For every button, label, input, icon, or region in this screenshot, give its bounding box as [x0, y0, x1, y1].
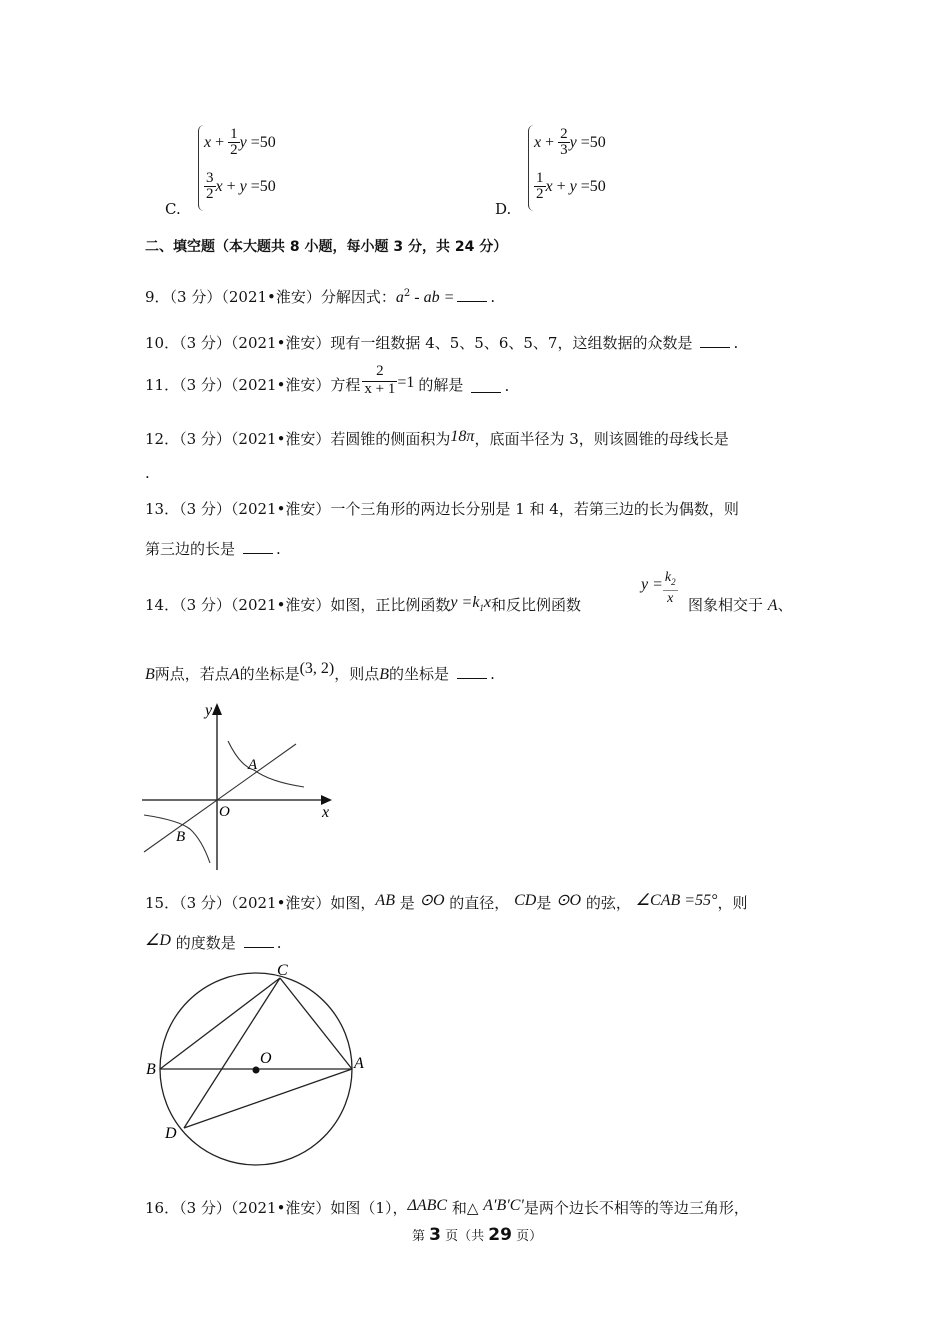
- var: y: [569, 133, 577, 151]
- question-13: 13．（3 分）（2021•淮安）一个三角形的两边长分别是 1 和 4，若第三边的长为偶数，则: [145, 500, 739, 518]
- fraction: [558, 127, 570, 158]
- numerator-k: k: [664, 570, 672, 585]
- question-text: 是: [536, 894, 552, 912]
- question-text: 是两个边长不相等的等边三角形，: [523, 1199, 749, 1217]
- subscript: 2: [671, 576, 676, 587]
- question-14: [145, 594, 581, 615]
- math: AB: [375, 892, 395, 909]
- question-text: 的弦，: [585, 894, 631, 912]
- numerator: 2: [560, 126, 568, 142]
- op: +: [226, 177, 236, 195]
- segment-da: [184, 1069, 352, 1128]
- label-c: C: [277, 962, 288, 979]
- label-a: A: [248, 757, 258, 773]
- question-11: [145, 364, 509, 397]
- period: .: [490, 288, 496, 306]
- var: y: [239, 133, 247, 151]
- math: 18π: [450, 428, 475, 445]
- period: .: [733, 334, 739, 352]
- label-b: B: [146, 1061, 156, 1078]
- question-text: 和△: [451, 1199, 479, 1217]
- answer-blank[interactable]: [457, 289, 487, 302]
- option-c-label: C.: [165, 200, 181, 218]
- var: y: [239, 177, 247, 195]
- numerator: [663, 570, 678, 591]
- question-15: [145, 890, 747, 913]
- figure-14-graph: [140, 698, 340, 878]
- total-pages: 29: [488, 1225, 512, 1245]
- fraction: [534, 171, 546, 202]
- label-d: D: [165, 1125, 177, 1142]
- option-d-label: D.: [495, 200, 512, 218]
- var: x: [204, 133, 212, 151]
- math: CD: [514, 892, 537, 909]
- question-text: 、: [777, 596, 793, 614]
- math: B: [379, 666, 390, 683]
- question-14-line2: [145, 660, 495, 684]
- answer-blank[interactable]: [700, 335, 730, 348]
- question-text: 的坐标是: [389, 665, 450, 683]
- answer-blank[interactable]: [243, 541, 273, 554]
- math-part: x: [483, 594, 492, 611]
- question-10: [145, 332, 738, 353]
- question-14-tail: [688, 594, 793, 615]
- numerator: 1: [536, 170, 544, 186]
- period: .: [276, 934, 282, 952]
- denominator: 2: [230, 142, 238, 158]
- question-text: 10．（3 分）（2021•淮安）现有一组数据 4、5、5、6、5、7，这组数据的众数是: [145, 334, 693, 352]
- math: y =: [641, 576, 663, 593]
- option-c-eq2: [204, 171, 276, 202]
- label-o: O: [260, 1050, 272, 1067]
- math: - ab =: [410, 289, 455, 306]
- period: .: [276, 540, 281, 558]
- op: +: [545, 133, 555, 151]
- question-text: 图象相交于: [688, 596, 764, 614]
- rhs: =50: [580, 177, 606, 195]
- page-number: 3: [429, 1225, 441, 1245]
- var: x: [534, 133, 542, 151]
- y-axis-arrow-icon: [212, 703, 222, 715]
- math: B: [145, 666, 155, 683]
- math-part: y =k: [450, 594, 480, 611]
- section-title: 二、填空题（本大题共 8 小题，每小题 3 分，共 24 分）: [145, 239, 508, 255]
- option-d-eq2: [534, 171, 606, 202]
- fraction: [204, 171, 216, 202]
- rhs: =50: [250, 177, 276, 195]
- fraction: [362, 364, 397, 397]
- math: A: [229, 666, 240, 683]
- question-12: [145, 428, 729, 449]
- question-text: 的坐标是: [239, 665, 300, 683]
- var: y: [569, 177, 577, 195]
- option-d-eq1: [534, 127, 606, 158]
- option-c-eq1: [204, 127, 276, 158]
- denominator: 2: [206, 186, 214, 202]
- question-text: 16．（3 分）（2021•淮安）如图（1），: [145, 1199, 408, 1217]
- math: A′B′C′: [483, 1197, 524, 1214]
- numerator: 3: [206, 170, 214, 186]
- question-text: 14．（3 分）（2021•淮安）如图，正比例函数: [145, 596, 451, 614]
- question-text: 11．（3 分）（2021•淮安）方程: [145, 376, 361, 394]
- math: ⊙O: [419, 892, 445, 909]
- question-14-fraction: [641, 570, 678, 606]
- question-15-line2: [145, 930, 281, 953]
- question-text: 12．（3 分）（2021•淮安）若圆锥的侧面积为: [145, 430, 451, 448]
- label-a: A: [354, 1055, 364, 1072]
- math: A: [767, 597, 778, 614]
- page-footer: [412, 1225, 542, 1245]
- denominator: 3: [560, 142, 568, 158]
- math: ∠CAB =55°: [635, 892, 718, 909]
- question-text: ，则: [717, 894, 748, 912]
- label-o: O: [219, 804, 230, 820]
- question-12-line2: .: [145, 464, 150, 482]
- question-text: 两点，若点: [154, 665, 230, 683]
- denominator: x: [667, 590, 674, 606]
- question-13-line2: [145, 538, 281, 559]
- var: x: [545, 177, 553, 195]
- question-16: [145, 1197, 749, 1218]
- option-c-system: [198, 125, 318, 215]
- question-text: 的解是: [418, 376, 464, 394]
- center-point: [253, 1067, 260, 1074]
- hyperbola-branch-upper: [228, 741, 304, 787]
- period: .: [490, 665, 495, 683]
- subscript: 1: [479, 603, 484, 614]
- math: ∠D: [145, 932, 171, 949]
- math: [450, 594, 492, 614]
- numerator: 2: [362, 364, 397, 382]
- question-text: ，则点: [334, 665, 380, 683]
- math: ⊙O: [556, 892, 582, 909]
- fraction: [228, 127, 240, 158]
- question-9: [145, 286, 495, 307]
- label-x: x: [322, 804, 330, 821]
- answer-blank[interactable]: [457, 666, 487, 679]
- footer-text: 页）: [516, 1229, 543, 1244]
- rhs: =1: [397, 374, 415, 391]
- exponent: 2: [403, 288, 411, 299]
- proportional-line: [144, 744, 296, 852]
- question-text: ，底面半径为 3，则该圆锥的母线长是: [474, 430, 729, 448]
- question-text: 的度数是: [175, 934, 236, 952]
- denominator: x + 1: [364, 381, 396, 397]
- footer-text: 页（共: [445, 1229, 485, 1244]
- label-b: B: [176, 829, 186, 845]
- numerator: 1: [230, 126, 238, 142]
- question-text: 9．（3 分）（2021•淮安）分解因式：: [145, 288, 396, 306]
- answer-blank[interactable]: [244, 935, 274, 948]
- math: (3, 2): [299, 660, 335, 677]
- fraction: [663, 570, 678, 606]
- figure-15-circle: [140, 958, 380, 1173]
- question-text: 的直径，: [449, 894, 510, 912]
- op: +: [215, 133, 225, 151]
- footer-text: 第: [412, 1229, 426, 1244]
- rhs: =50: [580, 133, 606, 151]
- label-y: y: [205, 702, 213, 719]
- answer-blank[interactable]: [471, 380, 501, 393]
- question-text: 是: [399, 894, 415, 912]
- op: +: [556, 177, 566, 195]
- period: .: [504, 377, 510, 395]
- question-text: 15．（3 分）（2021•淮安）如图，: [145, 894, 376, 912]
- math: a: [395, 289, 404, 306]
- question-text: 和反比例函数: [491, 596, 582, 614]
- rhs: =50: [250, 133, 276, 151]
- option-d-system: [528, 125, 648, 215]
- question-text: 第三边的长是: [145, 540, 236, 558]
- denominator: 2: [536, 186, 544, 202]
- var: x: [215, 177, 223, 195]
- math: ΔABC: [407, 1197, 448, 1214]
